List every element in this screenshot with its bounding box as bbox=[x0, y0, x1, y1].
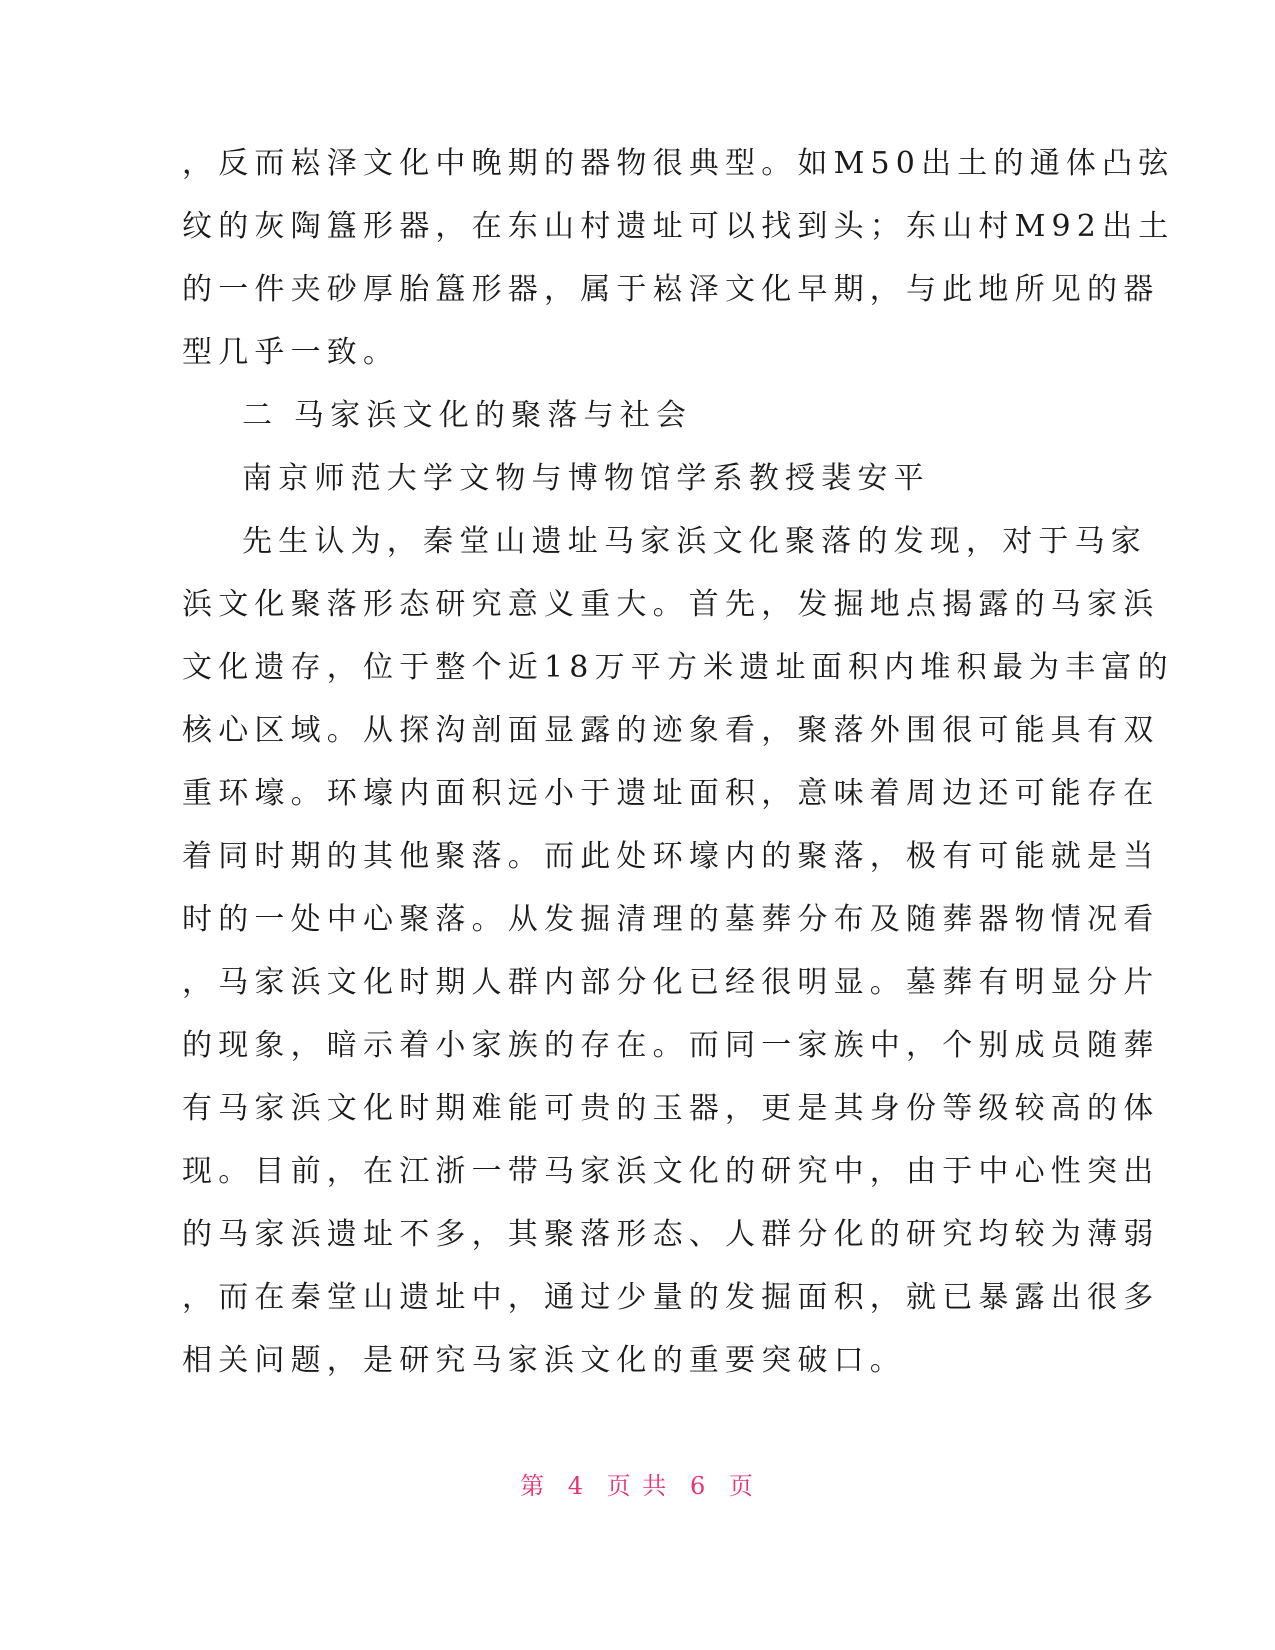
footer-suffix: 页 bbox=[728, 1472, 755, 1500]
paragraph-line: 浜文化聚落形态研究意义重大。首先，发掘地点揭露的马家浜 bbox=[182, 587, 1160, 622]
paragraph-line: ，马家浜文化时期人群内部分化已经很明显。墓葬有明显分片 bbox=[182, 965, 1160, 1000]
paragraph-line: 的现象，暗示着小家族的存在。而同一家族中，个别成员随葬 bbox=[182, 1028, 1160, 1063]
paragraph-line: 纹的灰陶簋形器，在东山村遗址可以找到头；东山村M92出土 bbox=[182, 209, 1175, 244]
paragraph-line: 文化遗存，位于整个近18万平方米遗址面积内堆积最为丰富的 bbox=[182, 650, 1174, 685]
paragraph-line: 有马家浜文化时期难能可贵的玉器，更是其身份等级较高的体 bbox=[182, 1091, 1160, 1126]
section-heading: 二 马家浜文化的聚落与社会 bbox=[242, 398, 693, 433]
paragraph-line: 着同时期的其他聚落。而此处环壕内的聚落，极有可能就是当 bbox=[182, 839, 1160, 874]
footer-mid: 页 共 bbox=[606, 1472, 669, 1500]
document-body bbox=[182, 132, 1175, 1392]
total-pages-number: 6 bbox=[689, 1472, 708, 1500]
paragraph-line: 核心区域。从探沟剖面显露的迹象看，聚落外围很可能具有双 bbox=[182, 713, 1160, 748]
paragraph-line: 现。目前，在江浙一带马家浜文化的研究中，由于中心性突出 bbox=[182, 1154, 1160, 1189]
paragraph-line: 型几乎一致。 bbox=[182, 335, 400, 370]
paragraph-line: 重环壕。环壕内面积远小于遗址面积，意味着周边还可能存在 bbox=[182, 776, 1160, 811]
page-footer bbox=[0, 1466, 1275, 1501]
paragraph-line: 相关问题，是研究马家浜文化的重要突破口。 bbox=[182, 1343, 906, 1378]
paragraph-line: 的一件夹砂厚胎簋形器，属于崧泽文化早期，与此地所见的器 bbox=[182, 272, 1160, 307]
footer-prefix: 第 bbox=[520, 1472, 547, 1500]
paragraph-line: ，反而崧泽文化中晚期的器物很典型。如M50出土的通体凸弦 bbox=[182, 146, 1175, 181]
paragraph-line: ，而在秦堂山遗址中，通过少量的发掘面积，就已暴露出很多 bbox=[182, 1280, 1160, 1315]
paragraph-line: 时的一处中心聚落。从发掘清理的墓葬分布及随葬器物情况看 bbox=[182, 902, 1160, 937]
paragraph-line: 的马家浜遗址不多，其聚落形态、人群分化的研究均较为薄弱 bbox=[182, 1217, 1160, 1252]
paragraph-line: 先生认为，秦堂山遗址马家浜文化聚落的发现，对于马家 bbox=[242, 524, 1147, 559]
current-page-number: 4 bbox=[567, 1472, 586, 1500]
author-line: 南京师范大学文物与博物馆学系教授裴安平 bbox=[242, 461, 930, 496]
